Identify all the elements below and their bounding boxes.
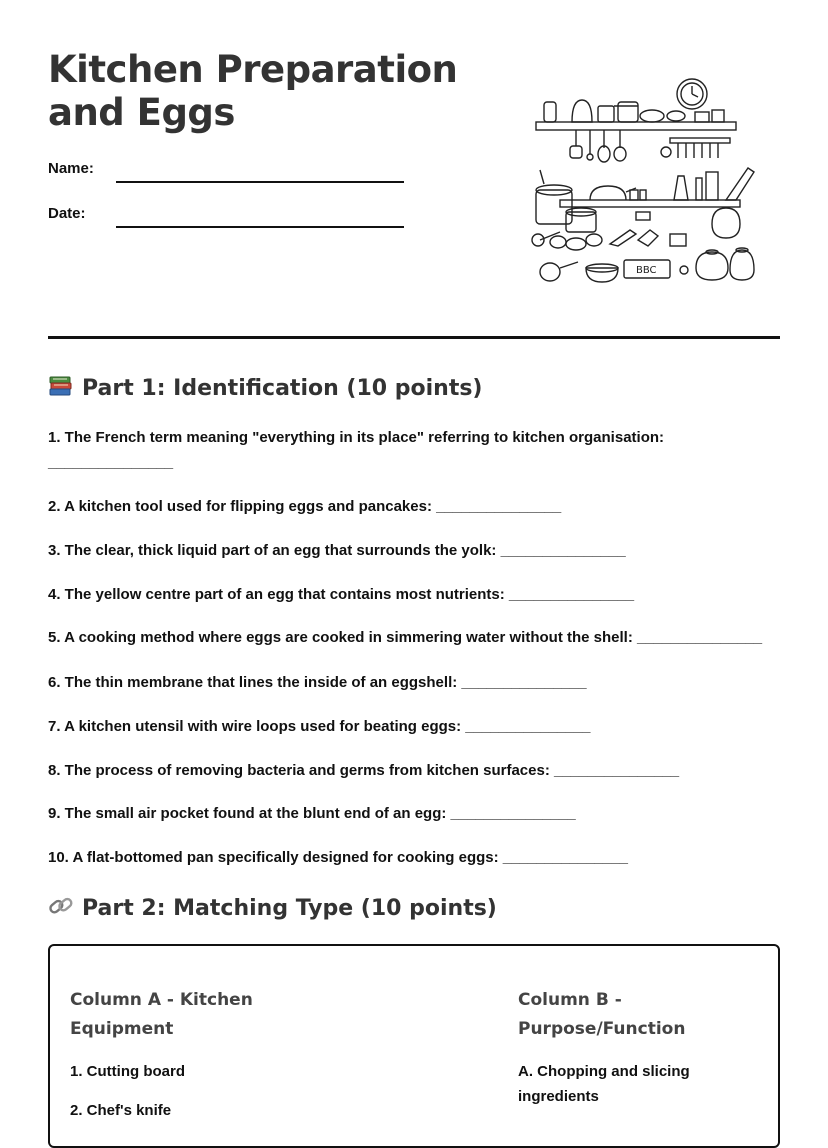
question-1: 1. The French term meaning "everything in its place" referring to kitchen organisation: xyxy=(48,429,665,446)
kitchen-shelves-illustration xyxy=(520,72,770,287)
column-b-heading: Column B - Purpose/Function xyxy=(518,990,686,1039)
name-label: Name: xyxy=(48,160,94,177)
question-5: 5. A cooking method where eggs are cooked in simmering water without the shell: _______________ xyxy=(48,629,763,646)
date-label: Date: xyxy=(48,205,86,222)
question-2: 2. A kitchen tool used for flipping eggs and pancakes: _______________ xyxy=(48,498,562,515)
part2-heading xyxy=(48,894,497,921)
question-1-blank[interactable]: _______________ xyxy=(48,454,174,471)
question-4: 4. The yellow centre part of an egg that contains most nutrients: _______________ xyxy=(48,586,635,603)
date-answer-line[interactable] xyxy=(116,226,404,228)
question-7: 7. A kitchen utensil with wire loops used for beating eggs: _______________ xyxy=(48,718,591,735)
worksheet-title: Kitchen Preparation and Eggs xyxy=(48,48,458,134)
part1-heading xyxy=(48,374,483,401)
link-icon xyxy=(48,894,74,918)
question-8: 8. The process of removing bacteria and germs from kitchen surfaces: _______________ xyxy=(48,762,680,779)
question-10: 10. A flat-bottomed pan specifically designed for cooking eggs: _______________ xyxy=(48,849,628,866)
question-6: 6. The thin membrane that lines the inside of an eggshell: _______________ xyxy=(48,674,587,691)
part2-heading-text: Part 2: Matching Type (10 points) xyxy=(82,896,497,921)
column-b-item-a: A. Chopping and slicing ingredients xyxy=(518,1063,690,1105)
part1-heading-text: Part 1: Identification (10 points) xyxy=(82,376,483,401)
question-9: 9. The small air pocket found at the blunt end of an egg: _______________ xyxy=(48,805,576,822)
name-answer-line[interactable] xyxy=(116,181,404,183)
column-a-item-1: 1. Cutting board xyxy=(70,1063,185,1080)
question-3: 3. The clear, thick liquid part of an egg that surrounds the yolk: _______________ xyxy=(48,542,626,559)
header-divider xyxy=(48,336,780,339)
matching-table xyxy=(48,944,780,1148)
books-icon xyxy=(48,374,74,398)
column-a-heading: Column A - Kitchen Equipment xyxy=(70,990,253,1039)
column-a-item-2: 2. Chef's knife xyxy=(70,1102,172,1119)
svg-text:BBC: BBC xyxy=(636,265,657,276)
